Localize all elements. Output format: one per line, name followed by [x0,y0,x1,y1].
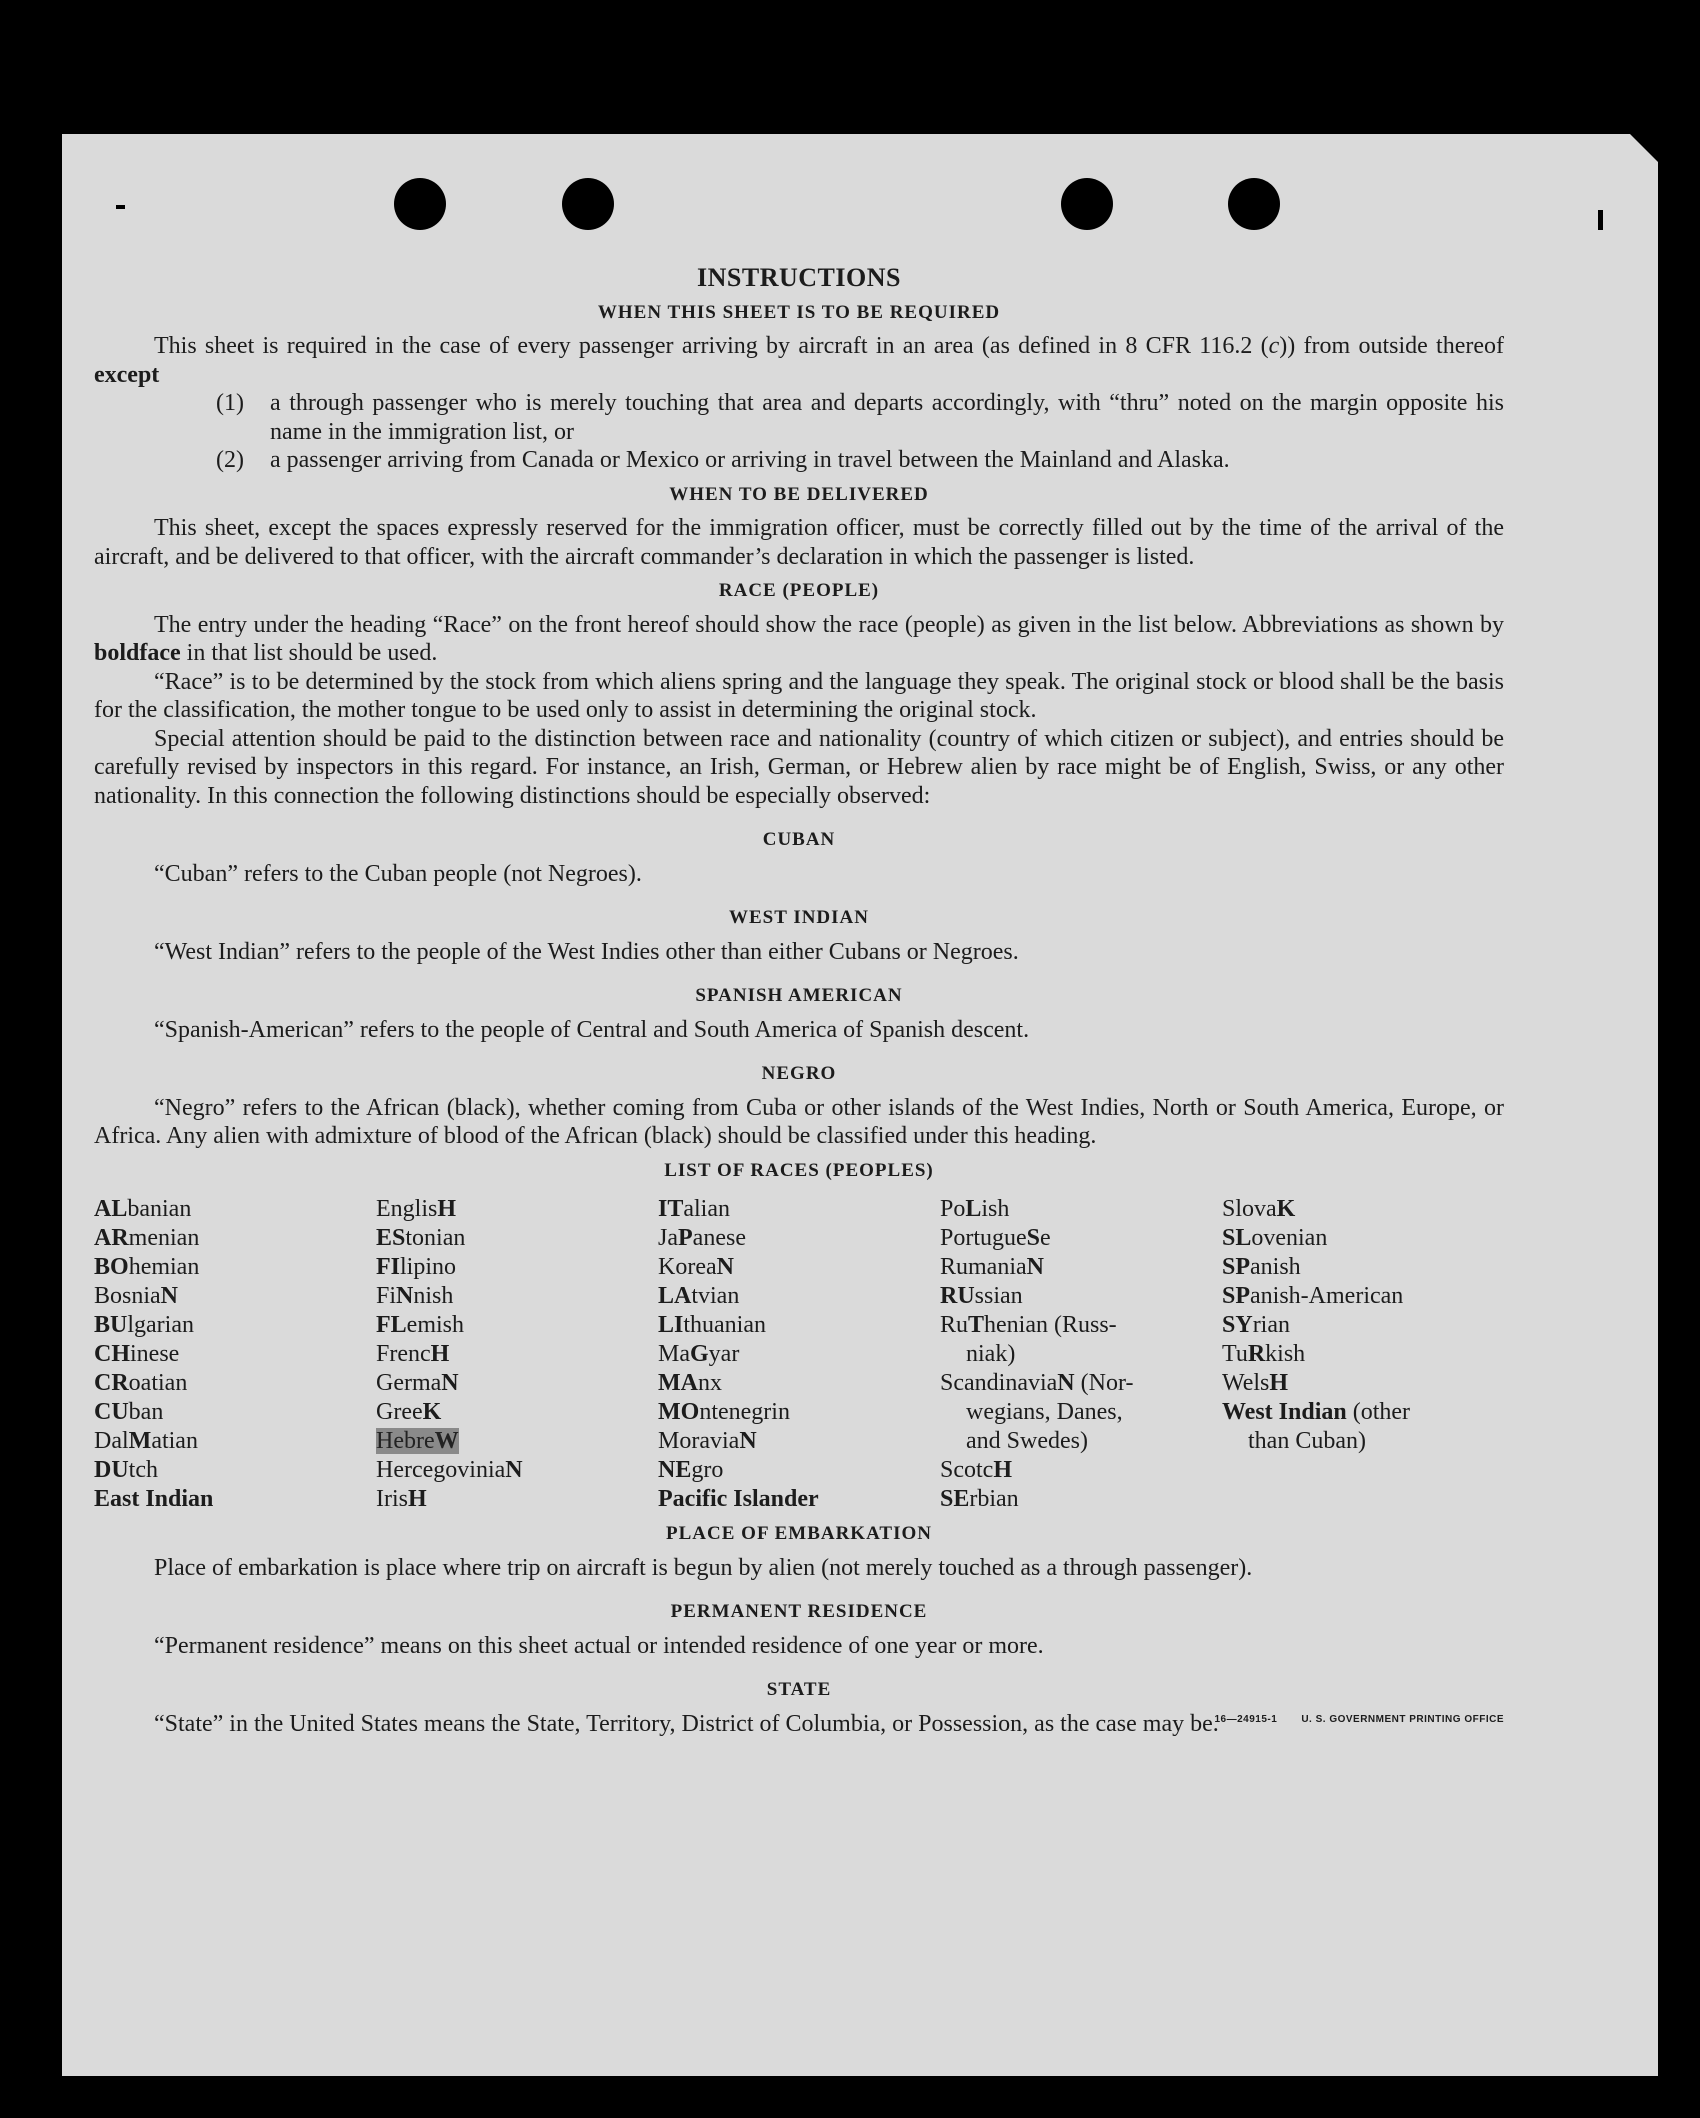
heading-spanish-american: SPANISH AMERICAN [695,985,903,1006]
heading-delivered: WHEN TO BE DELIVERED [669,483,929,505]
races-column [94,1195,376,1514]
folded-corner [1630,134,1658,162]
race-entry: KoreaN [658,1254,734,1280]
race-entry: SlovaK [1222,1196,1296,1222]
races-column [658,1195,940,1514]
printer-imprint [1190,1706,1504,1735]
race-entry: MoraviaN [658,1428,757,1454]
speck [116,205,125,209]
race-entry: TuRkish [1222,1341,1306,1367]
race-entry: SLovenian [1222,1225,1328,1251]
race-entry: CRoatian [94,1370,188,1396]
race-entry: CUban [94,1399,164,1425]
race-entry: SErbian [940,1486,1019,1512]
race-entry: SYrian [1222,1312,1290,1338]
heading-list-of-races: LIST OF RACES (PEOPLES) [664,1159,934,1181]
race-entry: niak) [966,1341,1016,1367]
race-entry: MAnx [658,1370,722,1396]
race-entry: and Swedes) [966,1428,1088,1454]
paragraph-spanish-american: “Spanish-American” refers to the people of Central and South America of Spanish descent. [154,1016,1030,1043]
race-entry: ITalian [658,1196,730,1222]
race-entry: DUtch [94,1457,158,1483]
paragraph-delivered: This sheet, except the spaces expressly reserved for the immigration officer, must be correctly filled out by the time of the arrival of the aircraft, and be delivered to that officer, with the aircraft commander’s declaration in which the passenger is listed. [94,515,1504,570]
paragraph-west-indian: “West Indian” refers to the people of the West Indies other than either Cubans or Negroes. [154,938,1019,965]
race-entry: BosniaN [94,1283,179,1309]
heading-race: RACE (PEOPLE) [718,580,880,601]
race-entry: RuThenian (Russ- [940,1312,1117,1338]
race-entry: West Indian (other [1222,1399,1411,1425]
race-entry: ARmenian [94,1225,200,1251]
race-entry: FiNnish [376,1283,454,1309]
race-entry: SPanish-American [1222,1283,1404,1309]
race-entry: GreeK [376,1399,442,1425]
page-title: INSTRUCTIONS [697,263,901,292]
race-entry: LAtvian [658,1283,740,1309]
race-entry: RumaniaN [940,1254,1044,1280]
punch-hole [1061,178,1113,230]
printer-name: U. S. GOVERNMENT PRINTING OFFICE [1301,1713,1504,1725]
list-item: (1) a through passenger who is merely touching that area and departs accordingly, with “thru” noted on the margin opposite his name in the immigration list, or [216,390,1504,445]
paragraph-negro: “Negro” refers to the African (black), whether coming from Cuba or other islands of the West Indies, North or South America, Europe, or Africa. Any alien with admixture of blood of the African (black) should be classified under this heading. [94,1094,1504,1149]
punch-hole [562,178,614,230]
state-block [94,1710,1504,1739]
race-entry: East Indian [94,1486,214,1512]
race-entry: wegians, Danes, [966,1399,1123,1425]
race-entry: HebreW [376,1428,459,1454]
races-column [1222,1195,1504,1514]
race-entry: FIlipino [376,1254,457,1280]
race-entry: JaPanese [658,1225,746,1251]
race-entry: ScandinaviaN (Nor- [940,1370,1134,1396]
paragraph-race-1: The entry under the heading “Race” on the front hereof should show the race (people) as given in the list below. Abbreviations as shown by boldface in that list should be used. [94,611,1504,666]
race-entry: FrencH [376,1341,450,1367]
race-entry: GermaN [376,1370,459,1396]
speck [1598,210,1603,230]
heading-state: STATE [766,1679,832,1700]
race-entry: IrisH [376,1486,427,1512]
paragraph-race-3: Special attention should be paid to the distinction between race and nationality (country of which citizen or subject), and entries should be carefully revised by inspectors in this regard. For instance, an Irish, German, or Hebrew alien by race might be of English, Swiss, or any other nationality. In this connection the following distinctions should be especially observed: [94,725,1504,809]
paragraph-cuban: “Cuban” refers to the Cuban people (not Negroes). [154,860,642,887]
heading-negro: NEGRO [761,1063,837,1084]
punch-hole [394,178,446,230]
punch-hole [1228,178,1280,230]
heading-embarkation: PLACE OF EMBARKATION [666,1523,932,1544]
race-entry: NEgro [658,1457,724,1483]
race-entry: than Cuban) [1248,1428,1366,1454]
paragraph-required: This sheet is required in the case of every passenger arriving by aircraft in an area (as defined in 8 CFR 116.2 (c)) from outside thereof except [94,333,1505,388]
race-entry: EStonian [376,1225,466,1251]
race-entry: BOhemian [94,1254,200,1280]
race-entry: ScotcH [940,1457,1012,1483]
race-entry: FLemish [376,1312,464,1338]
race-entry: WelsH [1222,1370,1289,1396]
races-column [376,1195,658,1514]
race-entry: PoLish [940,1196,1010,1222]
heading-required: WHEN THIS SHEET IS TO BE REQUIRED [597,301,1001,323]
race-entry: EnglisH [376,1196,457,1222]
race-entry: SPanish [1222,1254,1301,1280]
race-entry: BUlgarian [94,1312,194,1338]
race-entry: HercegoviniaN [376,1457,523,1483]
list-item: (2) a passenger arriving from Canada or Mexico or arriving in travel between the Mainland and Alaska. [216,447,1230,473]
heading-west-indian: WEST INDIAN [729,907,869,928]
race-entry: DalMatian [94,1428,198,1454]
heading-cuban: CUBAN [762,829,836,850]
form-number: 16—24915-1 [1214,1713,1278,1725]
heading-residence: PERMANENT RESIDENCE [670,1601,928,1622]
race-entry: Pacific Islander [658,1486,819,1512]
races-column [940,1195,1222,1514]
instructions-content [94,262,1504,1738]
race-entry: PortugueSe [940,1225,1051,1251]
race-entry: CHinese [94,1341,180,1367]
paragraph-residence: “Permanent residence” means on this sheet actual or intended residence of one year or more. [154,1632,1044,1659]
race-entry: MOntenegrin [658,1399,790,1425]
paragraph-race-2: “Race” is to be determined by the stock from which aliens spring and the language they speak. The original stock or blood shall be the basis for the classification, the mother tongue to be used only to assist in determining the original stock. [94,668,1504,723]
race-entry: LIthuanian [658,1312,766,1338]
paragraph-embarkation: Place of embarkation is place where trip on aircraft is begun by alien (not merely touched as a through passenger). [154,1554,1253,1581]
paragraph-state: “State” in the United States means the State, Territory, District of Columbia, or Possession, as the case may be. [154,1710,1219,1737]
race-entry: ALbanian [94,1196,192,1222]
race-entry: MaGyar [658,1341,740,1367]
races-list [94,1195,1504,1514]
race-entry: RUssian [940,1283,1023,1309]
